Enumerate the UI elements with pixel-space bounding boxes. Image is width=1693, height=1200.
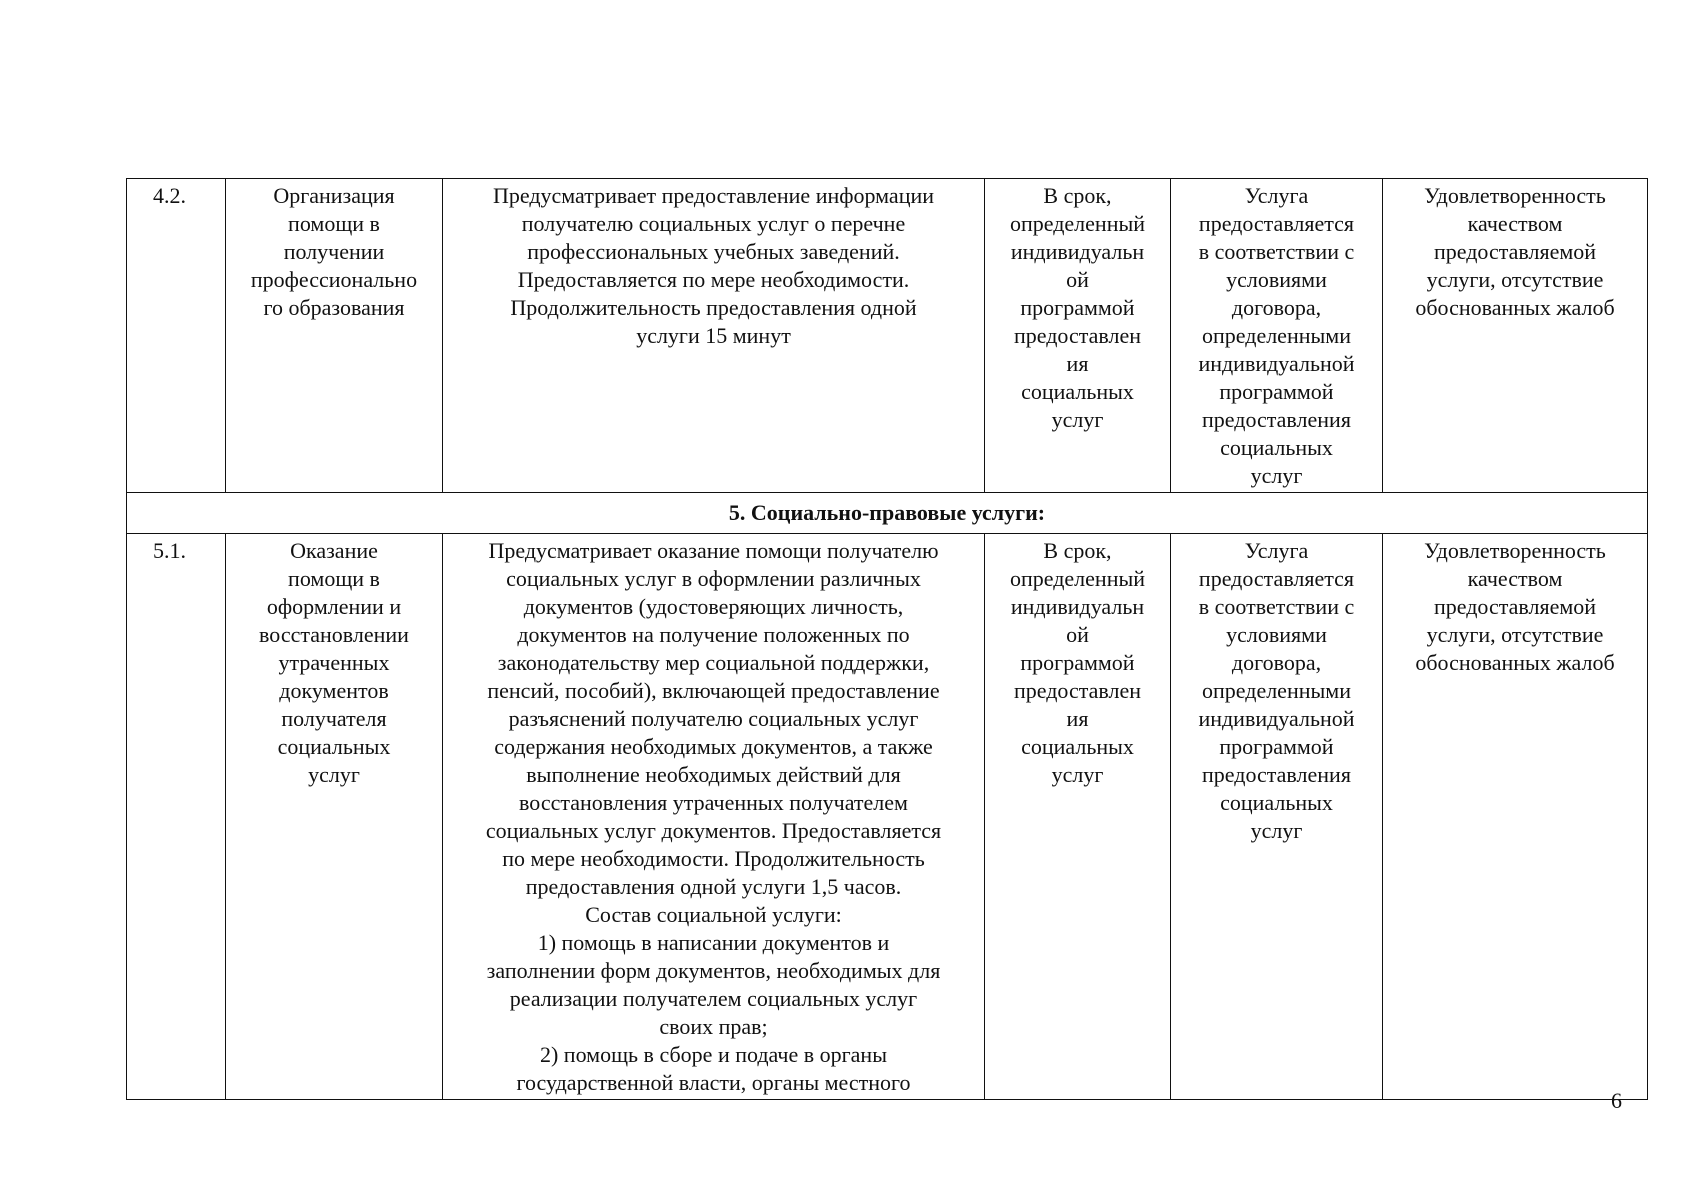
text-line: реализации получателем социальных услуг [509,986,918,1011]
text-line: содержания необходимых документов, а также [494,734,933,759]
text-line: Оказание [290,538,378,563]
text-line: услуг [1250,818,1303,843]
text-line: Услуга [1244,538,1309,563]
services-table [126,178,1648,1100]
row-number: 4.2. [153,183,186,208]
row-number-cell [127,534,226,1100]
text-line: профессиональных учебных заведений. [527,239,900,264]
text-line: качеством [1467,211,1563,236]
text-line: профессионально [250,267,418,292]
page-number: 6 [1611,1088,1622,1113]
text-line: разъяснений получателю социальных услуг [508,706,919,731]
text-line: услуги, отсутствие [1426,622,1604,647]
text-line: услуг [1051,407,1104,432]
text-line: получателя [281,706,387,731]
text-line: документов [279,678,389,703]
text-line: выполнение необходимых действий для [526,762,901,787]
text-line: в соответствии с [1198,594,1355,619]
text-line: ой [1066,622,1089,647]
text-line: получателю социальных услуг о перечне [521,211,906,236]
text-line: социальных [1220,790,1333,815]
text-line: Состав социальной услуги: [585,902,842,927]
text-line: Продолжительность предоставления одной [510,295,917,320]
text-line: индивидуальн [1010,239,1145,264]
text-line: Организация [273,183,395,208]
text-line: помощи в [288,566,380,591]
text-line: ой [1066,267,1089,292]
text-line: программой [1020,295,1135,320]
section-title: 5. Социально-правовые услуги: [127,493,1648,534]
text-line: предоставляется [1198,566,1355,591]
text-line: условиями [1226,267,1327,292]
text-line: В срок, [1043,183,1112,208]
row-number-cell [127,179,226,493]
text-line: социальных [1021,734,1134,759]
text-line: Предусматривает предоставление информации [492,183,935,208]
text-line: предоставлен [1013,323,1141,348]
text-line: предоставляется [1198,211,1355,236]
text-line: предоставляемой [1433,594,1597,619]
text-line: Удовлетворенность [1424,538,1606,563]
service-term-cell [985,179,1171,493]
text-line: обоснованных жалоб [1415,650,1615,675]
text-line: индивидуальной [1198,351,1355,376]
text-line: го образования [263,295,405,320]
text-line: определенными [1202,323,1351,348]
text-line: предоставления [1202,407,1351,432]
text-line: договора, [1231,295,1322,320]
text-line: предоставлен [1013,678,1141,703]
text-line: определенный [1009,211,1146,236]
text-line: 1) помощь в написании документов и [537,930,890,955]
text-line: определенными [1202,678,1351,703]
text-line: программой [1219,734,1334,759]
text-line: качеством [1467,566,1563,591]
text-line: социальных [277,734,391,759]
text-line: документов (удостоверяющих личность, [523,594,904,619]
text-line: Предоставляется по мере необходимости. [517,267,910,292]
service-description-cell [443,534,985,1100]
text-line: индивидуальной [1198,706,1355,731]
row-number: 5.1. [153,538,186,563]
text-line: оформлении и [266,594,402,619]
text-line: пенсий, пособий), включающей предоставление [487,678,940,703]
text-line: программой [1219,379,1334,404]
service-term-cell [985,534,1171,1100]
text-line: услуги, отсутствие [1426,267,1604,292]
text-line: ия [1066,706,1089,731]
service-name-cell [226,534,443,1100]
text-line: заполнении форм документов, необходимых для [486,958,941,983]
table-row [127,179,1648,493]
text-line: восстановления утраченных получателем [519,790,908,815]
text-line: программой [1020,650,1135,675]
text-line: социальных услуг документов. Предоставляется [485,818,942,843]
text-line: 2) помощь в сборе и подаче в органы [539,1042,887,1067]
table-row [127,534,1648,1100]
text-line: услуг [308,762,360,787]
section-header-row [127,493,1648,534]
text-line: в соответствии с [1198,239,1355,264]
text-line: социальных [1220,435,1333,460]
text-line: Услуга [1244,183,1309,208]
text-line: договора, [1231,650,1322,675]
text-line: по мере необходимости. Продолжительность [502,846,925,871]
text-line: социальных услуг в оформлении различных [506,566,921,591]
service-conditions-cell [1171,179,1383,493]
quality-indicators-cell [1383,534,1648,1100]
text-line: утраченных [278,650,390,675]
text-line: социальных [1021,379,1134,404]
text-line: законодательству мер социальной поддержки, [497,650,930,675]
text-line: документов на получение положенных по [517,622,910,647]
text-line: предоставляемой [1433,239,1597,264]
text-line: Удовлетворенность [1424,183,1606,208]
text-line: предоставления [1202,762,1351,787]
text-line: индивидуальн [1010,594,1145,619]
text-line: условиями [1226,622,1327,647]
text-line: услуг [1250,463,1303,488]
service-conditions-cell [1171,534,1383,1100]
service-name-cell [226,179,443,493]
quality-indicators-cell [1383,179,1648,493]
text-line: В срок, [1043,538,1112,563]
text-line: своих прав; [659,1014,768,1039]
text-line: определенный [1009,566,1146,591]
text-line: получении [283,239,385,264]
text-line: услуги 15 минут [636,323,791,348]
text-line: восстановлении [259,622,409,647]
text-line: обоснованных жалоб [1415,295,1615,320]
text-line: государственной власти, органы местного [516,1070,911,1095]
text-line: Предусматривает оказание помощи получателю [488,538,939,563]
text-line: помощи в [288,211,380,236]
service-description-cell [443,179,985,493]
text-line: предоставления одной услуги 1,5 часов. [525,874,902,899]
text-line: ия [1066,351,1089,376]
text-line: услуг [1051,762,1104,787]
